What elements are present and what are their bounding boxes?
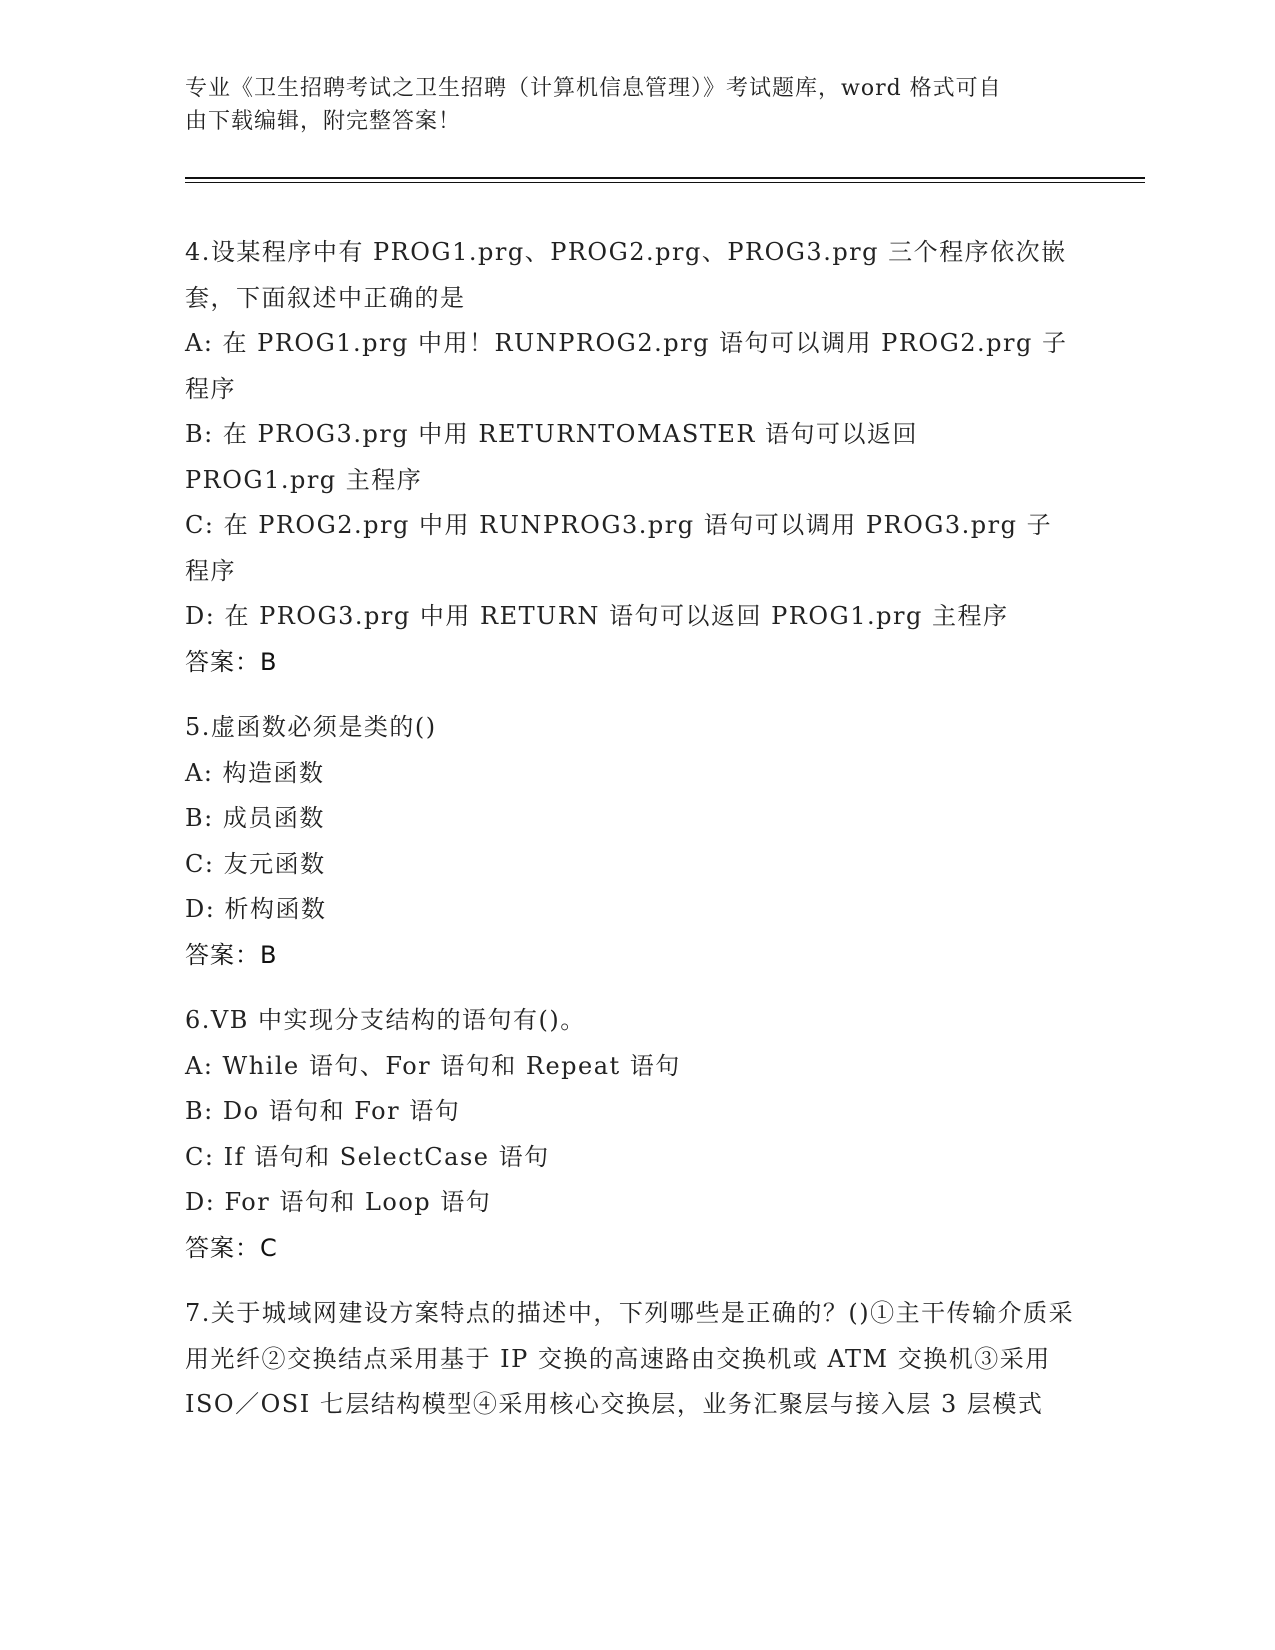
answer-label: 答案：C: [185, 1233, 278, 1262]
question-list: [185, 230, 1075, 1448]
header-line-1: 专业《卫生招聘考试之卫生招聘（计算机信息管理）》考试题库，word 格式可自: [185, 76, 1002, 101]
option-c: C: 在 PROG2.prg 中用 RUNPROG3.prg 语句可以调用 PROG3.prg 子程序: [185, 511, 1053, 585]
option-b: B: 在 PROG3.prg 中用 RETURNTOMASTER 语句可以返回 PROG1.prg 主程序: [185, 420, 919, 494]
option-c: C: If 语句和 SelectCase 语句: [185, 1142, 550, 1171]
option-a: A: 在 PROG1.prg 中用！RUNPROG2.prg 语句可以调用 PROG2.prg 子程序: [185, 329, 1068, 403]
option-a: A: While 语句、For 语句和 Repeat 语句: [185, 1051, 681, 1080]
option-a: A: 构造函数: [185, 758, 325, 787]
question-4: [185, 230, 1075, 685]
question-6: [185, 998, 1075, 1271]
question-7: [185, 1291, 1075, 1428]
header-rule-thick: [185, 177, 1145, 179]
question-5: [185, 705, 1075, 978]
option-b: B: Do 语句和 For 语句: [185, 1097, 461, 1125]
document-header: [185, 72, 1065, 138]
header-line-2: 由下载编辑，附完整答案！: [185, 109, 462, 134]
option-d: D: For 语句和 Loop 语句: [185, 1188, 492, 1216]
question-stem: 5.虚函数必须是类的(): [185, 713, 437, 741]
question-stem: 6.VB 中实现分支结构的语句有()。: [185, 1006, 586, 1034]
option-d: D: 析构函数: [185, 895, 327, 923]
question-stem: 7.关于城域网建设方案特点的描述中，下列哪些是正确的？()①主干传输介质采用光纤②交换结点采用基于 IP 交换的高速路由交换机或 ATM 交换机③采用 ISO／OSI 七层结构模型④采用核心交换层，业务汇聚层与接入层 3 层模式: [185, 1299, 1075, 1418]
option-b: B: 成员函数: [185, 804, 325, 832]
option-c: C: 友元函数: [185, 849, 326, 878]
answer-label: 答案：B: [185, 940, 278, 969]
answer-label: 答案：B: [185, 647, 278, 676]
header-rule-thin: [185, 182, 1145, 183]
option-d: D: 在 PROG3.prg 中用 RETURN 语句可以返回 PROG1.prg 主程序: [185, 602, 1009, 630]
question-stem: 4.设某程序中有 PROG1.prg、PROG2.prg、PROG3.prg 三个程序依次嵌套，下面叙述中正确的是: [185, 238, 1067, 312]
